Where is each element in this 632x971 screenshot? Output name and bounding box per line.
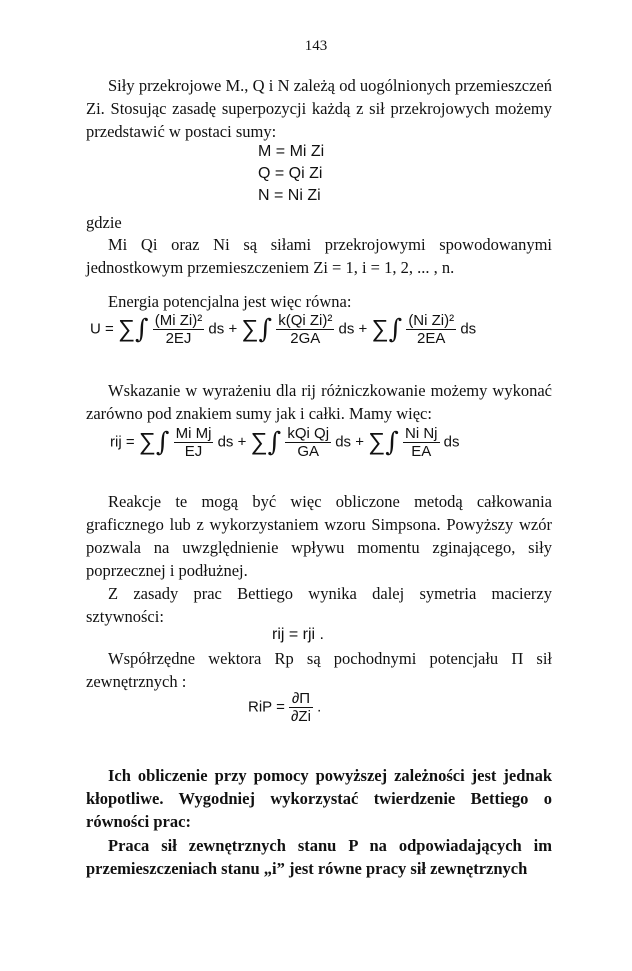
rip-formula: RiP = $\frac{\partial\Pi}{\partial Zi}$ . [248, 690, 322, 725]
paragraph-betti-symmetry: Z zasady prac Bettiego wynika dalej symetria macierzy sztywności: [86, 584, 552, 626]
paragraph-differentiation: Wskazanie w wyrażeniu dla rij różniczkowanie możemy wykonać zarówno pod znakiem sumy jak i całki. Mamy więc: [86, 381, 552, 423]
integral-symbol-icon: ∫ [267, 427, 282, 458]
rij-term-1: $\frac{\text{Mi Mj}}{EJ}$ [175, 425, 212, 460]
rij-lhs: rij = [110, 433, 135, 451]
equation-moment: M = Mi Zi [258, 143, 325, 160]
equation-shear: Q = Qi Zi [258, 165, 323, 182]
integral-symbol-icon: ∫ [385, 427, 399, 458]
word-gdzie: gdzie [86, 213, 122, 232]
integral-symbol-icon: ∫ [155, 427, 170, 458]
energy-term-3: $\frac{\text{(Ni Zi)²}}{2EA}$ [408, 312, 455, 347]
paragraph-section-forces: Siły przekrojowe M., Q i N zależą od uogólnionych przemieszczeń Zi. Stosując zasadę superpozycji każdą z sił przekrojowych możemy przedstawić w postaci sumy: [86, 76, 552, 141]
sum-symbol-icon: ∑ [371, 315, 389, 343]
paragraph-potential: Współrzędne wektora Rp są pochodnymi potencjału Π sił zewnętrznych : [86, 649, 552, 691]
sum-symbol-icon: ∑ [117, 315, 136, 343]
paragraph-reactions: Reakcje te mogą być więc obliczone metodą całkowania graficznego lub z wykorzystaniem wzoru Simpsona. Powyższy wzór pozwala na uwzględnienie wpływu momentu zginającego, siły poprzecznej i podłużnej. [86, 492, 552, 580]
energy-term-2: $\frac{\text{k(Qi Zi)²}}{2GA}$ [278, 312, 333, 347]
energy-formula: U = ∑∫ $\frac{\text{(Mi Zi)²}}{2EJ}$ ds + ∑∫ $\frac{\text{k(Qi Zi)²}}{2GA}$ ds + ∑∫ $\frac{\text{(Ni Zi)²}}{2EA}$ ds [90, 312, 477, 347]
sum-symbol-icon: ∑ [138, 428, 156, 456]
energy-term-1: $\frac{\text{(Mi Zi)²}}{2EJ}$ [154, 312, 203, 347]
sum-symbol-icon: ∑ [250, 428, 268, 456]
equation-symmetry: rij = rji . [272, 626, 324, 643]
rij-term-2: $\frac{\text{kQi Qj}}{GA}$ [287, 425, 330, 460]
integral-symbol-icon: ∫ [135, 314, 149, 345]
paragraph-energy-intro: Energia potencjalna jest więc równa: [108, 292, 352, 311]
rij-term-3: $\frac{\text{Ni Nj}}{EA}$ [405, 425, 438, 460]
paragraph-betti-intro: Ich obliczenie przy pomocy powyższej zależności jest jednak kłopotliwe. Wygodniej wykorzystać twierdzenie Bettiego o równości prac: [86, 766, 552, 831]
integral-symbol-icon: ∫ [388, 314, 403, 345]
rij-formula: rij = ∑∫ $\frac{\text{Mi Mj}}{EJ}$ ds + ∑∫ $\frac{\text{kQi Qj}}{GA}$ ds + ∑∫ $\frac{\text{Ni Nj}}{EA}$ ds [110, 425, 460, 460]
integral-symbol-icon: ∫ [258, 314, 273, 345]
paragraph-work-statement: Praca sił zewnętrznych stanu P na odpowiadających im przemieszczeniach stanu „i” jest równe pracy sił zewnętrznych [86, 836, 552, 878]
paragraph-unit-forces: Mi Qi oraz Ni są siłami przekrojowymi spowodowanymi jednostkowym przemieszczeniem Zi = 1, i = 1, 2, ... , n. [86, 235, 552, 277]
sum-symbol-icon: ∑ [368, 428, 386, 456]
energy-lhs: U = [90, 320, 114, 338]
page-number: 143 [304, 38, 328, 54]
rip-lhs: RiP = [248, 698, 285, 716]
sum-symbol-icon: ∑ [241, 315, 259, 343]
rip-derivative: $\frac{\partial\Pi}{\partial Zi}$ [291, 690, 311, 725]
equation-normal: N = Ni Zi [258, 187, 321, 204]
